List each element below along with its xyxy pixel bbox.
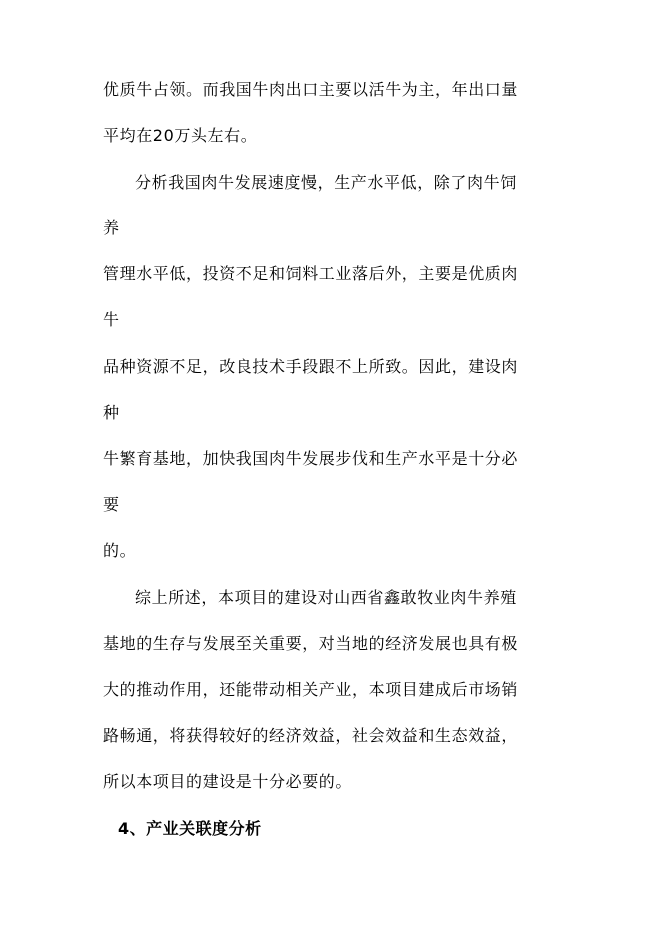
- paragraph-line: 要: [103, 495, 120, 514]
- paragraph-line: 牛: [103, 310, 120, 329]
- paragraph-line: 基地的生存与发展至关重要，对当地的经济发展也具有极: [103, 634, 519, 653]
- paragraph-line: 管理水平低，投资不足和饲料工业落后外，主要是优质肉: [103, 264, 519, 283]
- paragraph-line: 大的推动作用，还能带动相关产业，本项目建成后市场销: [103, 680, 519, 699]
- paragraph-line: 平均在20万头左右。: [103, 126, 258, 145]
- paragraph-line: 分析我国肉牛发展速度慢，生产水平低，除了肉牛饲: [135, 173, 517, 192]
- paragraph-line: 养: [103, 218, 120, 237]
- paragraph-line: 种: [103, 403, 120, 422]
- paragraph-line: 优质牛占领。而我国牛肉出口主要以活牛为主，年出口量: [103, 80, 519, 99]
- paragraph-line: 路畅通，将获得较好的经济效益，社会效益和生态效益，: [103, 726, 519, 745]
- paragraph-line: 所以本项目的建设是十分必要的。: [103, 772, 353, 791]
- paragraph-line: 品种资源不足，改良技术手段跟不上所致。因此，建设肉: [103, 357, 519, 376]
- section-heading: 4、产业关联度分析: [118, 819, 262, 838]
- paragraph-line: 牛繁育基地，加快我国肉牛发展步伐和生产水平是十分必: [103, 449, 519, 468]
- paragraph-line: 的。: [103, 541, 137, 560]
- paragraph-line: 综上所述，本项目的建设对山西省鑫敢牧业肉牛养殖: [135, 588, 517, 607]
